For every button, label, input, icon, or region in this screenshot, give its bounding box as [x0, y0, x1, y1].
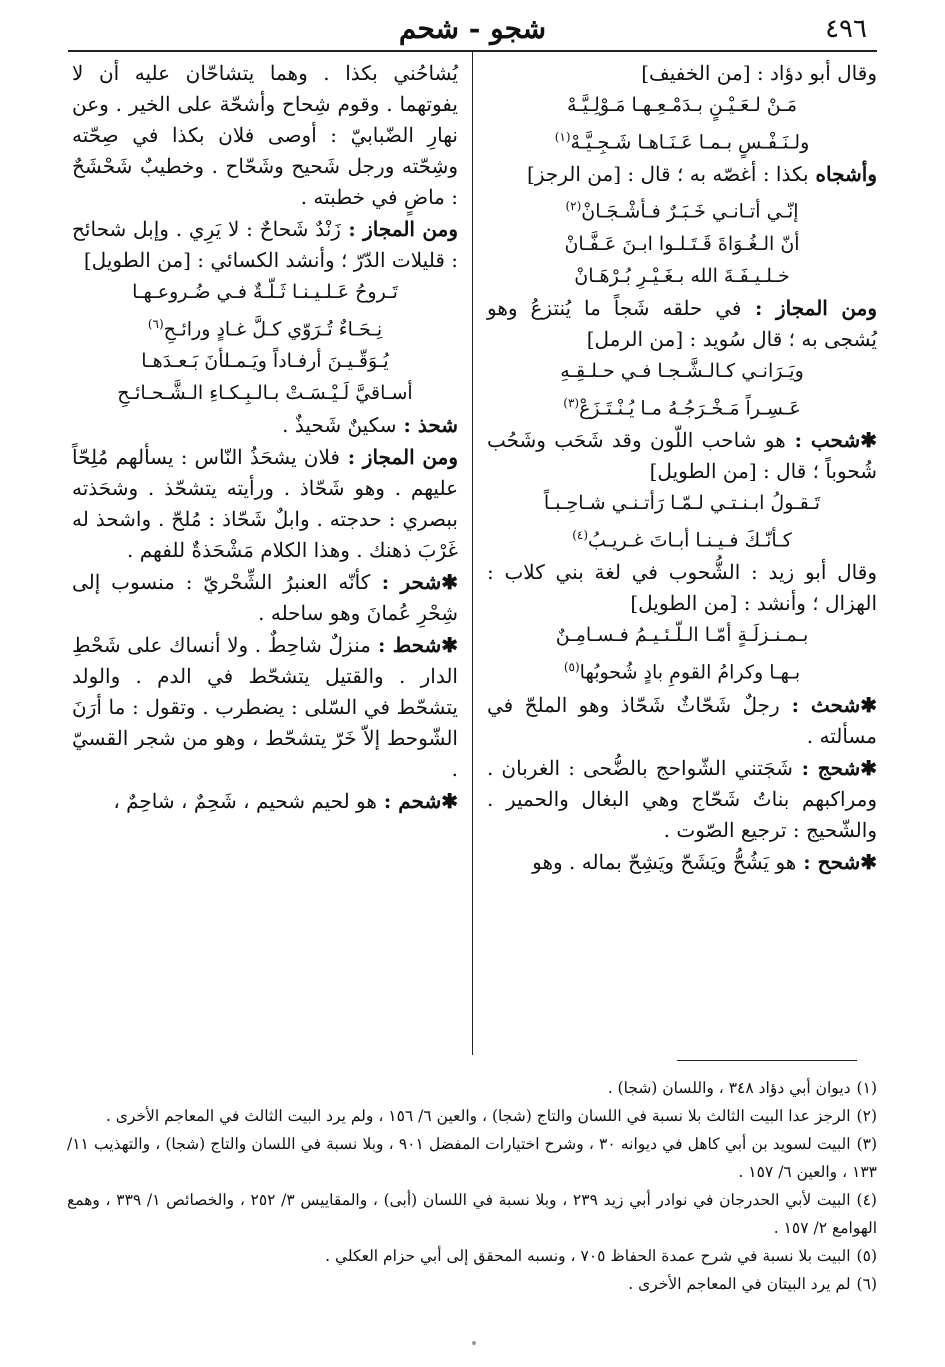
verse-line [72, 309, 458, 345]
footnote-text: لم يرد البيتان في المعاجم الأخرى . [628, 1275, 851, 1293]
entry-text: عَـسِـراً مَـخْـرَجُـهُ مـا يُـنْـتَـزَعْ [579, 396, 801, 419]
dictionary-entry [487, 753, 877, 846]
entry-text: في حلقه شَجاً ما يُنتزعُ وهو يُشجى به ؛ قال سُويد : [من الرمل] [487, 295, 877, 351]
entry-text: مَـنْ لـعَـيْـنٍ بـدَمْـعِـهـا مَـوْلِـيَّـهْ [567, 94, 797, 116]
footnote-number: (٣) [856, 1135, 878, 1153]
column-divider [472, 52, 473, 1055]
footnote-text: الرجز عدا البيت الثالث بلا نسبة في اللسان والتاج (شجا) ، والعين ٦/ ١٥٦ ، ولم يرد البيت الثالث في المعاجم الأخرى . [105, 1107, 851, 1125]
entry-text: سكينٌ شَحيذٌ . [282, 413, 397, 438]
text-paragraph [72, 442, 458, 566]
footnote [67, 1130, 877, 1186]
entry-text: بـهـا وكرامُ القومِ بادٍ شُحوبُها [579, 661, 801, 684]
verse-line [72, 277, 458, 308]
entry-text: أنّ الـغُـوَاةَ قَـتَـلـوا ابـنَ عَـفَّـانْ [564, 232, 800, 255]
footnote-number: (١) [856, 1079, 877, 1097]
entry-text: شَجَتني الشّواحج بالضُّحى : الغربان . ومراكبهم بناتُ شَحّاج وهي البغال والحمير . والشّحيج : ترجيع الصّوت . [487, 755, 877, 842]
entry-keyword: شحم : [376, 789, 442, 814]
footnote-text: البيت لأبي الحدرجان في نوادر أبي زيد ٢٣٩ ، وبلا نسبة في اللسان (أبى) ، والمقاييس ٣/ ٢٥٢ ، والخصائص ١/ ٣٣٩ ، وهمع الهوامع ٢/ ١٥٧ . [67, 1191, 877, 1237]
entry-text: بـمـنـزلَـةٍ أمّـا الـلّـئـيـمُ فـسـامِـنٌ [555, 624, 809, 647]
footnote-marker: (٦) [147, 317, 164, 331]
entry-text: كـأنّـكَ فـيـنـا أبـاتَ غـريـبُ [588, 529, 792, 552]
footnote [67, 1242, 877, 1270]
right-column [487, 58, 877, 879]
verse-line [487, 261, 877, 292]
entry-keyword: ومن المجاز : [340, 217, 458, 241]
verse-line [487, 229, 877, 260]
footnote-marker: (٥) [563, 660, 580, 675]
verse-line [487, 488, 877, 519]
footnote-marker: (١) [554, 130, 571, 144]
text-paragraph [72, 58, 458, 213]
entry-keyword: شحث : [779, 692, 861, 717]
dictionary-entry [72, 630, 458, 785]
entry-text: تَـروحُ عَـلـيـنـا ثَـلّـةٌ فـي ضُـروعـهـا [132, 281, 398, 303]
page-header [60, 8, 885, 48]
entry-keyword: شحط : [370, 633, 442, 658]
entry-text: وقال أبو زيد : الشُّحوب في لغة بني كلاب : الهزال ؛ وأنشد : [من الطويل] [487, 560, 877, 616]
footnote-marker: (٢) [565, 199, 582, 214]
entry-text: أسـاقيَّ لَـيْـسَـتْ بـالـبِـكـاءِ الـشَّـحـائـحِ [117, 382, 413, 405]
left-column [72, 58, 458, 818]
entry-text: خـلـيـفَـةَ الله بـغَـيْـرِ بُـرْهَـانْ [574, 264, 790, 287]
entry-text: بكذا : أغصّه به ؛ قال : [من الرجز] [527, 162, 809, 187]
text-paragraph [487, 293, 877, 355]
verse-line [487, 652, 877, 688]
entry-text: وقال أبو دؤاد : [من الخفيف] [641, 61, 877, 85]
entry-text: نِـحَـاءٌ تُـرَوّي كـلَّ غـادٍ ورائـحِ [163, 318, 383, 341]
verse-line [487, 388, 877, 424]
entry-keyword: شحج : [792, 755, 861, 780]
dictionary-entry [72, 786, 458, 817]
entry-text: إنّـي أتـانـي خَـبَـرٌ فـأشْـجَـانْ [581, 200, 799, 223]
footnote-text: ديوان أبي دؤاد ٣٤٨ ، واللسان (شجا) . [607, 1079, 851, 1097]
text-paragraph [487, 159, 877, 190]
footnotes [67, 1074, 877, 1298]
entry-text: هو يَشُحُّ ويَشَحّ ويَشِحّ بماله . وهو [532, 849, 797, 874]
entry-keyword: شحح : [796, 849, 861, 874]
dictionary-entry [487, 690, 877, 752]
verse-line [487, 191, 877, 227]
entry-text: زَنْدٌ شَحاحٌ : لا يَرِي . وإبل شحائح : قليلات الدّرّ ؛ وأنشد الكسائي : [من الطويل] [72, 217, 458, 272]
entry-text: ولـنَـفْـسٍ بـمـا عَـنَـاهـا شَـجِـيَّـهْ [570, 131, 810, 154]
entry-text: هو لحيم شحيم ، شَحِمٌ ، شاحِمٌ ، [113, 789, 377, 814]
entry-keyword: شحر : [370, 570, 442, 595]
entry-text: تَـقـولُ ابـنـتـي لـمّـا رَأتـنـي شـاحِـبـاً [543, 491, 821, 514]
footnote-text: البيت بلا نسبة في شرح عمدة الحفاظ ٧٠٥ ، ونسبه المحقق إلى أبي حزام العكلي . [325, 1247, 851, 1265]
text-paragraph [72, 410, 458, 441]
entry-text: ويَـرَانـي كـالـشَّـجـا فـي حـلـقِـهِ [560, 359, 804, 382]
entry-text: منزلٌ شاحِطٌ . ولا أنساك على شَحْطِ الدار . والقتيل يتشحّط في الدم . والولد يتشحّط في السّلى : يضطرب . وتقول : ما أرَنَ الشّوحط إلاّ خَرّ يتشحّط ، وهو من شجر القسيّ . [72, 633, 458, 782]
footnote-marker: (٣) [563, 395, 580, 410]
footnote-number: (٥) [856, 1247, 877, 1265]
page-mark [472, 1341, 476, 1345]
footnote-text: البيت لسويد بن أبي كاهل في ديوانه ٣٠ ، وشرح اختيارات المفضل ٩٠١ ، وبلا نسبة في اللسان والتاج (شجا) ، والتهذيب ١١/ ١٣٣ ، والعين ٦/ ١٥٧ . [67, 1135, 877, 1181]
footnote [67, 1074, 877, 1102]
page-number: ٤٩٦ [825, 14, 867, 44]
entry-keyword: ومن المجاز : [339, 445, 458, 470]
verse-line [72, 378, 458, 409]
footnote-marker: (٤) [572, 527, 589, 542]
footnote [67, 1186, 877, 1242]
footnote [67, 1270, 877, 1298]
running-head: شجو - شحم [398, 12, 547, 45]
verse-line [487, 90, 877, 121]
footnote-number: (٦) [856, 1275, 877, 1293]
entry-keyword: ومن المجاز : [741, 295, 877, 320]
verse-line [487, 520, 877, 556]
text-paragraph [487, 557, 877, 619]
verse-line [487, 356, 877, 387]
entry-keyword: شحذ : [396, 413, 458, 438]
text-paragraph [72, 214, 458, 276]
dictionary-entry [487, 425, 877, 487]
entry-text: يُشاحُني بكذا . وهما يتشاحّان عليه أن لا يفوتهما . وقوم شِحاح وأشحّة على الخير . وعن نهارِ الضّبابيّ : أوصى فلان بكذا في صِحّته وشِحّته ورجل شَحيح وشَحّاح . وخطيبٌ شَحْشَحٌ : ماضٍ في خطبته . [72, 61, 458, 209]
entry-text: فلان يشحَذُ النّاس : يسألهم مُلِحّاً عليهم . وهو شَحّاذ . ورأيته يتشحّذ . وشحَذته ببصري : حدجته . وابلٌ شَحّاذ : مُلحّ . واشحذ له غَرْبَ ذهنك . وهذا الكلام مَشْحَذةٌ للفهم . [72, 445, 458, 563]
verse-line [487, 620, 877, 651]
entry-keyword: شحب : [785, 427, 861, 452]
footnote [67, 1102, 877, 1130]
footnote-rule [677, 1060, 857, 1061]
entry-keyword: وأشجاه [808, 162, 877, 187]
entry-text: كأنّه العنبرُ الشِّحْريّ : منسوب إلى شِحْرِ عُمانَ وهو ساحله . [72, 570, 458, 626]
entry-text: هو شاحب اللّون وقد شَحَب وشَحُب شُحوباً ؛ قال : [من الطويل] [487, 427, 877, 483]
entry-text: رجلٌ شَحّاثٌ شَحّاذ وهو الملحّ في مسألته . [487, 692, 877, 748]
verse-line [487, 122, 877, 158]
text-paragraph [487, 58, 877, 89]
dictionary-entry [72, 567, 458, 629]
entry-text: يُـوَقّـيـنَ أرفـاداً ويَـمـلأنَ بَـعـدَهـا [141, 350, 389, 373]
dictionary-entry [487, 847, 877, 878]
footnote-number: (٤) [856, 1191, 877, 1209]
footnote-number: (٢) [856, 1107, 877, 1125]
verse-line [72, 346, 458, 377]
